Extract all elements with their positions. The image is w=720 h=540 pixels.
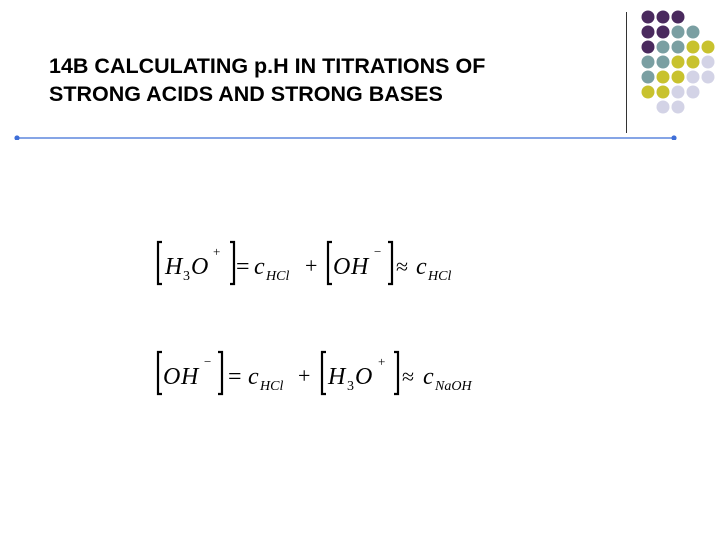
dot	[687, 86, 700, 99]
dot	[672, 86, 685, 99]
dot	[642, 41, 655, 54]
rule-end-dot	[671, 135, 676, 140]
dot	[672, 41, 685, 54]
rule-end-dot	[14, 135, 19, 140]
symbol-H: H	[165, 254, 183, 280]
symbol-c: c	[416, 254, 427, 280]
dot	[702, 41, 715, 54]
dot	[642, 56, 655, 69]
equation-hydronium	[150, 236, 510, 296]
superscript-plus: +	[378, 354, 386, 369]
slide-title-line-1: 14B CALCULATING p.H IN TITRATIONS OF	[49, 54, 486, 78]
dot	[672, 56, 685, 69]
dot	[672, 101, 685, 114]
dot	[657, 26, 670, 39]
dot	[657, 86, 670, 99]
bracket-left	[322, 352, 326, 394]
symbol-O: O	[191, 254, 209, 280]
dot	[672, 11, 685, 24]
equation-hydroxide	[150, 346, 510, 406]
subscript-3: 3	[347, 379, 354, 394]
subscript-3: 3	[183, 269, 190, 284]
symbol-c: c	[248, 364, 259, 390]
bracket-left	[328, 242, 332, 284]
dot	[672, 26, 685, 39]
subscript-hcl: HCl	[428, 269, 452, 284]
superscript-plus: +	[213, 244, 221, 259]
dot	[657, 101, 670, 114]
bracket-right	[394, 352, 398, 394]
bracket-right	[218, 352, 222, 394]
subscript-naoh: NaOH	[435, 379, 472, 394]
subscript-hcl: HCl	[266, 269, 290, 284]
superscript-minus: −	[204, 354, 212, 369]
symbol-H: H	[181, 364, 199, 390]
dot	[642, 26, 655, 39]
symbol-O: O	[163, 364, 181, 390]
dot	[687, 26, 700, 39]
symbol-O: O	[333, 254, 351, 280]
equals-sign: =	[236, 254, 250, 280]
dot	[657, 71, 670, 84]
dot	[687, 56, 700, 69]
bracket-right	[388, 242, 392, 284]
decorative-dot-grid	[0, 0, 720, 140]
slide-title-line-2: STRONG ACIDS AND STRONG BASES	[49, 82, 443, 106]
bracket-left	[158, 242, 162, 284]
dot	[687, 41, 700, 54]
dot	[657, 41, 670, 54]
symbol-H: H	[351, 254, 369, 280]
approx-sign: ≈	[396, 254, 409, 279]
symbol-H: H	[328, 364, 346, 390]
bracket-right	[230, 242, 234, 284]
bracket-left	[158, 352, 162, 394]
approx-sign: ≈	[402, 364, 415, 389]
symbol-O: O	[355, 364, 373, 390]
dot	[642, 11, 655, 24]
superscript-minus: −	[374, 244, 382, 259]
plus-sign: +	[305, 253, 318, 278]
dot	[657, 56, 670, 69]
dot	[702, 71, 715, 84]
dot	[687, 71, 700, 84]
symbol-c: c	[423, 364, 434, 390]
equals-sign: =	[228, 364, 242, 390]
dot	[672, 71, 685, 84]
plus-sign: +	[298, 363, 311, 388]
symbol-c: c	[254, 254, 265, 280]
subscript-hcl: HCl	[260, 379, 284, 394]
dot	[642, 86, 655, 99]
dot	[702, 56, 715, 69]
dot	[657, 11, 670, 24]
dot	[642, 71, 655, 84]
